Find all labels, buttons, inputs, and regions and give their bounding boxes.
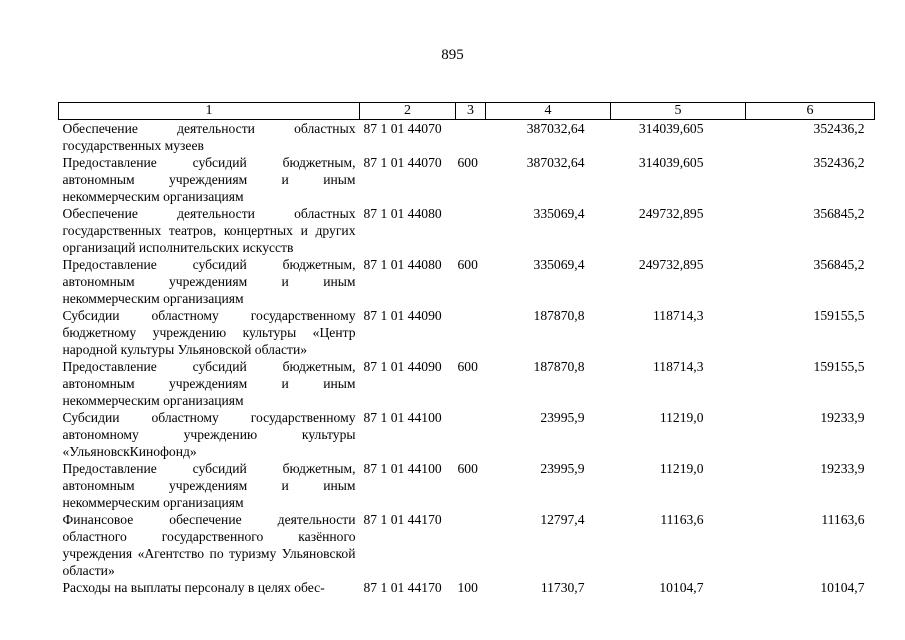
amount-col4-cell: 387032,64 [526, 155, 585, 170]
table-row [59, 120, 875, 155]
table-row [59, 409, 875, 460]
amount-col4-cell: 335069,4 [533, 257, 585, 272]
amount-col5-cell: 249732,895 [638, 206, 704, 221]
expense-type-cell [456, 307, 486, 358]
expense-name-cell: Субсидии областному государственному автономному учреждению культуры «УльяновскКинофонд» [62, 410, 356, 459]
expense-type-cell: 600 [457, 359, 478, 374]
table-row [59, 460, 875, 511]
amount-col5-cell: 10104,7 [659, 580, 704, 595]
target-code-cell: 87 1 01 44070 [363, 155, 442, 170]
amount-col4-cell: 335069,4 [533, 206, 585, 221]
amount-col5-cell: 314039,605 [638, 155, 704, 170]
amount-col4-cell: 23995,9 [540, 461, 585, 476]
target-code-cell: 87 1 01 44100 [363, 461, 442, 476]
target-code-cell: 87 1 01 44170 [363, 580, 442, 595]
table-row [59, 358, 875, 409]
table-row [59, 579, 875, 596]
expense-type-cell [456, 205, 486, 256]
column-header-1: 1 [59, 103, 360, 120]
amount-col5-cell: 11219,0 [659, 461, 704, 476]
target-code-cell: 87 1 01 44080 [363, 206, 442, 221]
amount-col6-cell: 11163,6 [821, 512, 865, 527]
amount-col6-cell: 19233,9 [820, 461, 865, 476]
expense-name-cell: Предоставление субсидий бюджетным, автономным учреждениям и иным некоммерческим организациям [62, 359, 356, 408]
amount-col4-cell: 11730,7 [540, 580, 585, 595]
column-header-3: 3 [456, 103, 486, 120]
expense-type-cell: 600 [457, 155, 478, 170]
amount-col6-cell: 159155,5 [813, 308, 865, 323]
table-row [59, 205, 875, 256]
budget-table [58, 102, 875, 596]
expense-name-cell: Предоставление субсидий бюджетным, автономным учреждениям и иным некоммерческим организациям [62, 155, 356, 204]
expense-name-cell: Обеспечение деятельности областных государственных театров, концертных и других организаций исполнительских искусств [62, 206, 356, 255]
amount-col4-cell: 187870,8 [533, 308, 585, 323]
amount-col5-cell: 249732,895 [638, 257, 704, 272]
expense-type-cell: 600 [457, 461, 478, 476]
expense-name-cell: Обеспечение деятельности областных государственных музеев [62, 121, 356, 153]
table-body [59, 120, 875, 597]
table-row [59, 256, 875, 307]
expense-name-cell: Расходы на выплаты персоналу в целях обес- [62, 580, 325, 595]
table-row [59, 154, 875, 205]
column-header-2: 2 [360, 103, 456, 120]
amount-col6-cell: 352436,2 [813, 155, 865, 170]
amount-col6-cell: 10104,7 [820, 580, 865, 595]
target-code-cell: 87 1 01 44100 [363, 410, 442, 425]
header-row [59, 103, 875, 120]
amount-col6-cell: 352436,2 [813, 121, 865, 136]
expense-name-cell: Предоставление субсидий бюджетным, автономным учреждениям и иным некоммерческим организациям [62, 461, 356, 510]
expense-type-cell [456, 409, 486, 460]
amount-col5-cell: 314039,605 [638, 121, 704, 136]
column-header-5: 5 [611, 103, 746, 120]
page-number: 895 [441, 47, 464, 63]
amount-col6-cell: 19233,9 [820, 410, 865, 425]
amount-col5-cell: 118714,3 [653, 359, 704, 374]
table-row [59, 307, 875, 358]
amount-col5-cell: 11163,6 [660, 512, 704, 527]
amount-col4-cell: 23995,9 [540, 410, 585, 425]
amount-col4-cell: 387032,64 [526, 121, 585, 136]
target-code-cell: 87 1 01 44090 [363, 359, 442, 374]
target-code-cell: 87 1 01 44170 [363, 512, 442, 527]
amount-col6-cell: 159155,5 [813, 359, 865, 374]
expense-name-cell: Предоставление субсидий бюджетным, автономным учреждениям и иным некоммерческим организациям [62, 257, 356, 306]
column-header-6: 6 [746, 103, 875, 120]
column-header-4: 4 [486, 103, 611, 120]
table-row [59, 511, 875, 579]
amount-col4-cell: 12797,4 [540, 512, 585, 527]
target-code-cell: 87 1 01 44090 [363, 308, 442, 323]
amount-col4-cell: 187870,8 [533, 359, 585, 374]
amount-col6-cell: 356845,2 [813, 257, 865, 272]
amount-col6-cell: 356845,2 [813, 206, 865, 221]
amount-col5-cell: 118714,3 [653, 308, 704, 323]
expense-type-cell: 600 [457, 257, 478, 272]
target-code-cell: 87 1 01 44070 [363, 121, 442, 136]
expense-name-cell: Финансовое обеспечение деятельности областного государственного казённого учреждения «Агентство по туризму Ульяновской области» [62, 512, 356, 578]
target-code-cell: 87 1 01 44080 [363, 257, 442, 272]
expense-type-cell: 100 [457, 580, 478, 595]
expense-name-cell: Субсидии областному государственному бюджетному учреждению культуры «Центр народной культуры Ульяновской области» [62, 308, 356, 357]
amount-col5-cell: 11219,0 [659, 410, 704, 425]
expense-type-cell [456, 120, 486, 155]
expense-type-cell [456, 511, 486, 579]
